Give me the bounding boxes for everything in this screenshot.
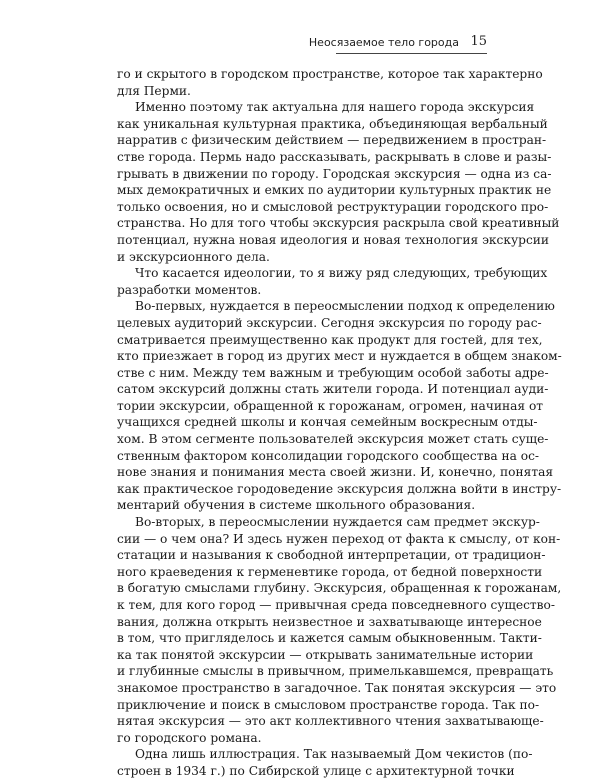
- text-line: го и скрытого в городском пространстве, которое так характерно: [117, 67, 543, 81]
- text-line: в богатую смыслами глубину. Экскурсия, обращенная к горожанам,: [117, 581, 562, 596]
- text-line: приключение и поиск в смысловом пространстве города. Так по-: [117, 697, 540, 712]
- text-line: знакомое пространство в загадочное. Так понятая экскурсия — это: [117, 680, 557, 695]
- text-line: вания, должна открыть неизвестное и захватывающе интересное: [117, 614, 542, 629]
- text-line: и экскурсионного дела.: [117, 249, 270, 264]
- text-line: стве с ним. Между тем важным и требующим особой заботы адре-: [117, 365, 549, 380]
- page-number: 15: [470, 34, 487, 49]
- text-line: как практическое городоведение экскурсия должна войти в инстру-: [117, 481, 562, 496]
- text-line: статации и называния к свободной интерпретации, от традицион-: [117, 548, 546, 563]
- text-line: как уникальная культурная практика, объединяющая вербальный: [117, 116, 548, 131]
- header-rule: [336, 53, 487, 54]
- text-line: учащихся средней школы и кончая семейным воскресным отды-: [117, 415, 538, 430]
- text-line: в том, что пригляделось и кажется самым обыкновенным. Такти-: [117, 631, 542, 646]
- running-head-title: Неосязаемое тело города: [308, 36, 459, 49]
- text-line: разработки моментов.: [117, 282, 262, 297]
- text-line: целевых аудиторий экскурсии. Сегодня экскурсия по городу рас-: [117, 315, 542, 330]
- text-line: строен в 1934 г.) по Сибирской улице с архитектурной точки: [117, 763, 515, 778]
- text-line: ственным фактором консолидации городского сообщества на ос-: [117, 448, 540, 463]
- text-line: ка так понятой экскурсии — открывать занимательные истории: [117, 647, 534, 662]
- text-line: ного краеведения к герменевтике города, от бедной поверхности: [117, 564, 543, 579]
- text-line: Во-вторых, в переосмыслении нуждается сам предмет экскур-: [135, 515, 540, 530]
- text-line: кто приезжает в город из других мест и нуждается в общем знаком-: [117, 349, 562, 364]
- text-line: Во-первых, нуждается в переосмыслении подход к определению: [135, 299, 555, 314]
- text-line: Одна лишь иллюстрация. Так называемый Дом чекистов (по-: [135, 747, 533, 762]
- text-line: тории экскурсии, обращенной к горожанам, огромен, начиная от: [117, 398, 544, 413]
- text-line: Что касается идеологии, то я вижу ряд следующих, требующих: [135, 266, 548, 281]
- text-line: нове знания и понимания места своей жизни. И, конечно, понятая: [117, 465, 554, 480]
- body-text: [117, 66, 562, 780]
- text-line: Именно поэтому так актуальна для нашего города экскурсия: [135, 100, 535, 115]
- text-line: сматривается преимущественно как продукт для гостей, для тех,: [117, 332, 543, 347]
- text-line: нятая экскурсия — это акт коллективного чтения захватывающе-: [117, 714, 544, 729]
- text-line: сатом экскурсий должны стать жители города. И потенциал ауди-: [117, 382, 549, 397]
- text-line: ментарий обучения в системе школьного образования.: [117, 498, 476, 513]
- text-line: стве города. Пермь надо рассказывать, раскрывать в слове и разы-: [117, 149, 552, 164]
- text-line: и глубинные смыслы в привычном, примелькавшемся, превращать: [117, 664, 554, 679]
- text-line: хом. В этом сегменте пользователей экскурсия может стать суще-: [117, 432, 549, 447]
- text-line: нарратив с физическим действием — передвижением в простран-: [117, 133, 547, 148]
- text-line: го городского романа.: [117, 730, 262, 745]
- text-line: для Перми.: [117, 83, 191, 98]
- running-head: [117, 35, 487, 55]
- text-line: грывать в движении по городу. Городская экскурсия — одна из са-: [117, 166, 552, 181]
- text-line: странства. Но для того чтобы экскурсия раскрыла свой креативный: [117, 216, 560, 231]
- text-line: сии — о чем она? И здесь нужен переход от факта к смыслу, от кон-: [117, 531, 561, 546]
- text-line: только освоения, но и смысловой реструктурации городского про-: [117, 199, 549, 214]
- text-line: потенциал, нужна новая идеология и новая технология экскурсии: [117, 232, 550, 247]
- text-line: к тем, для кого город — привычная среда повседневного существо-: [117, 598, 555, 612]
- text-line: мых демократичных и емких по аудитории культурных практик не: [117, 183, 552, 198]
